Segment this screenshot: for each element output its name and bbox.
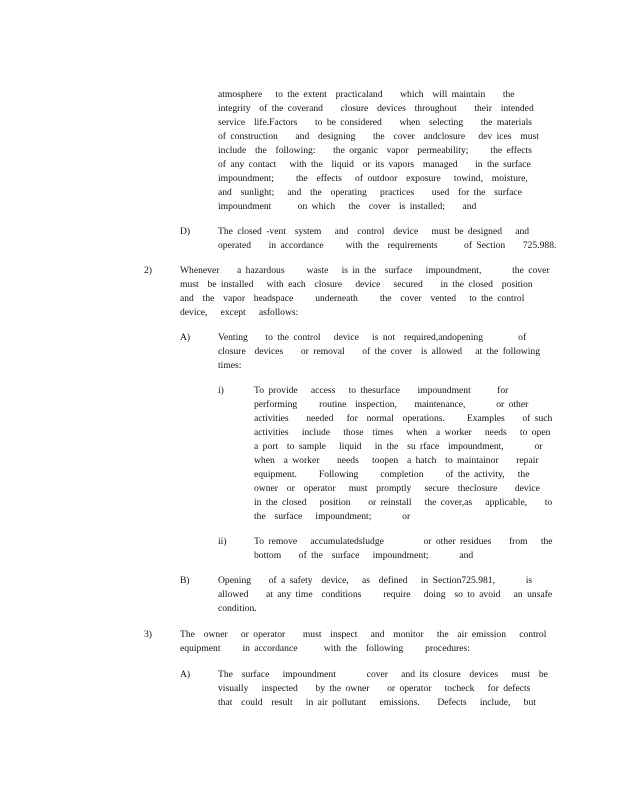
text-line: allowed at any time conditions require doing so to avoid an unsafe xyxy=(218,589,553,600)
text-line: The surface impoundment cover and its closure devices must be xyxy=(218,669,548,680)
text-line: owner or operator must promptly secure theclosure device xyxy=(254,483,540,494)
item-label: A) xyxy=(180,669,191,680)
text-line: visually inspected by the owner or operator tocheck for defects xyxy=(218,683,531,694)
text-line: of any contact with the liquid or its vapors managed in the surface xyxy=(218,159,531,170)
text-line: integrity of the coverand closure devices throughout their intended xyxy=(218,103,534,114)
item-label: i) xyxy=(218,385,224,396)
text-line: device, except asfollows: xyxy=(180,307,299,318)
text-line: impoundment on which the cover is installed; and xyxy=(218,201,477,212)
item-label: ii) xyxy=(218,536,227,547)
text-line: equipment in accordance with the following procedures: xyxy=(180,643,470,654)
item-label: A) xyxy=(180,332,191,343)
text-line: To remove accumulatedsludge or other residues from the xyxy=(254,536,553,547)
text-line: of construction and designing the cover andclosure dev ices must xyxy=(218,131,539,142)
text-line: atmosphere to the extent practicaland which will maintain the xyxy=(218,89,515,100)
text-line: Whenever a hazardous waste is in the surface impoundment, the cover xyxy=(180,265,550,276)
text-line: service life.Factors to be considered when selecting the materials xyxy=(218,117,532,128)
text-line: operated in accordance with the requirements of Section 725.988. xyxy=(218,240,557,251)
text-line: in the closed position or reinstall the cover,as applicable, to xyxy=(254,497,553,508)
text-line: impoundment; the effects of outdoor exposure towind, moisture, xyxy=(218,173,528,184)
text-line: the surface impoundment; or xyxy=(254,511,411,522)
text-line: a port to sample liquid in the su rface impoundment, or xyxy=(254,441,543,452)
text-line: condition. xyxy=(218,603,257,614)
text-line: Opening of a safety device, as defined in Section725.981, is xyxy=(218,575,533,586)
text-line: must be installed with each closure device secured in the closed position xyxy=(180,279,533,290)
text-line: that could result in air pollutant emissions. Defects include, but xyxy=(218,697,536,708)
text-line: The closed -vent system and control device must be designed and xyxy=(218,226,530,237)
text-line: equipment. Following completion of the activity, the xyxy=(254,469,530,480)
item-label: 3) xyxy=(144,629,152,640)
text-line: include the following: the organic vapor permeability; the effects xyxy=(218,145,532,156)
text-line: bottom of the surface impoundment; and xyxy=(254,550,474,561)
text-line: closure devices or removal of the cover is allowed at the following xyxy=(218,346,540,357)
text-line: The owner or operator must inspect and monitor the air emission control xyxy=(180,629,547,640)
item-label: D) xyxy=(180,226,191,237)
text-line: and sunlight; and the operating practices used for the surface xyxy=(218,187,522,198)
text-line: Venting to the control device is not required,andopening of xyxy=(218,332,527,343)
text-line: performing routine inspection, maintenance, or other xyxy=(254,399,529,410)
text-line: times: xyxy=(218,360,242,371)
text-line: and the vapor headspace underneath the cover vented to the control xyxy=(180,293,525,304)
text-line: activities include those times when a worker needs to open xyxy=(254,427,551,438)
text-line: when a worker needs toopen a hatch to maintainor repair xyxy=(254,455,539,466)
text-line: activities needed for normal operations. Examples of such xyxy=(254,413,553,424)
text-line: To provide access to thesurface impoundment for xyxy=(254,385,509,396)
item-label: 2) xyxy=(144,265,152,276)
item-label: B) xyxy=(180,575,190,586)
